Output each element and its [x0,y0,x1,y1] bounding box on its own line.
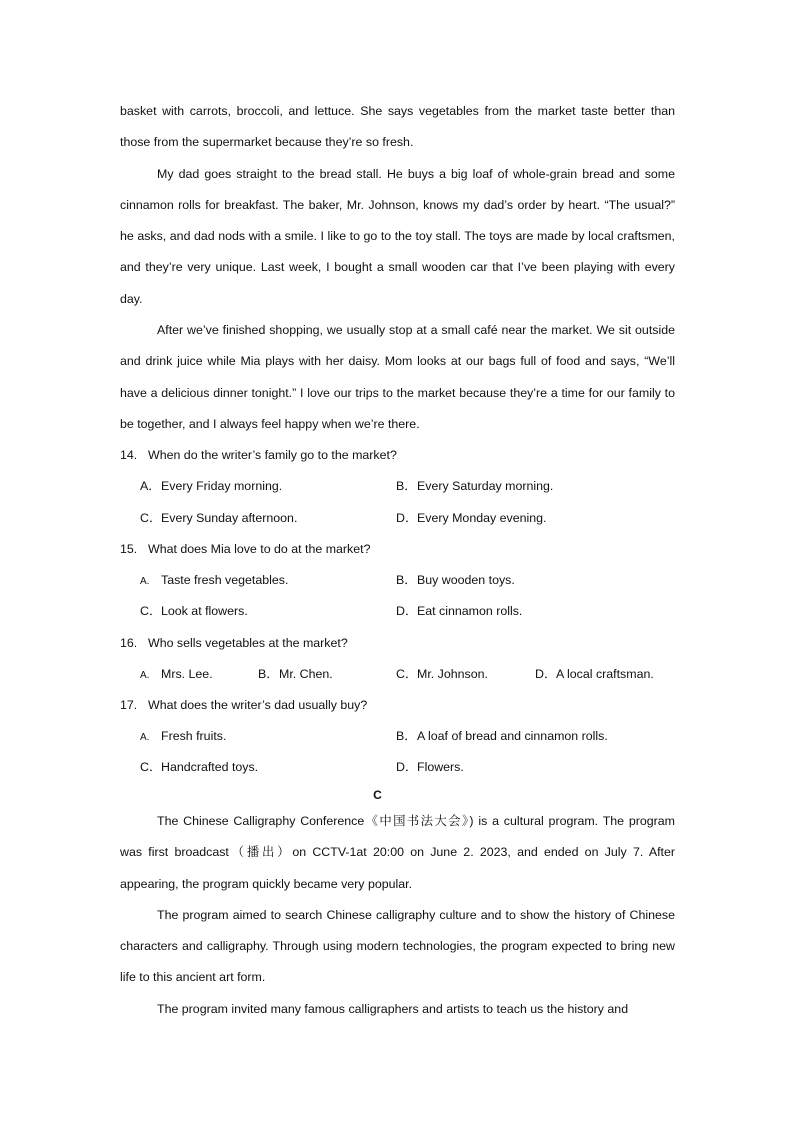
passage-paragraph: After we’ve finished shopping, we usually stop at a small café near the market. We sit outside and drink juice while Mia plays with her daisy. Mom looks at our bags full of food and says, “We’ll have a delicious dinner tonight.” I love our trips to the market because they’re a time for our family to be together, and I always feel happy when we’re there. [120,323,675,431]
option-a: A. Mrs. Lee. [140,666,213,681]
question-text: Who sells vegetables at the market? [148,635,348,650]
passage-paragraph: basket with carrots, broccoli, and lettuce. She says vegetables from the market taste better than those from the supermarket because they’re so fresh. [120,104,675,150]
option-b: B．Mr. Chen. [258,666,333,681]
option-a: A．Every Friday morning. [140,479,283,494]
option-c: C．Look at flowers. [140,604,248,619]
options-row [120,565,675,597]
question-number: 17. [120,698,138,713]
option-a: A. Fresh fruits. [140,728,227,743]
question-text: What does Mia love to do at the market? [148,542,371,557]
options-row [120,659,675,691]
question-17 [120,690,675,721]
document-page [120,96,675,1025]
option-b: B．A loaf of bread and cinnamon rolls. [396,728,608,743]
passage-paragraph: My dad goes straight to the bread stall. He buys a big loaf of whole-grain bread and some cinnamon rolls for breakfast. The baker, Mr. Johnson, knows my dad’s order by heart. “The usual?” he asks, and dad nods with a smile. I like to go to the toy stall. The toys are made by local craftsmen, and they’re very unique. Last week, I bought a small wooden car that I’ve been playing with every day. [120,166,675,306]
question-14 [120,440,675,471]
option-d: D．Every Monday evening. [396,510,547,525]
options-row [120,503,675,535]
question-number: 15. [120,542,138,557]
passage-paragraph: The program aimed to search Chinese calligraphy culture and to show the history of Chinese characters and calligraphy. Through using modern technologies, the program expected to bring new life to this ancient art form. [120,907,675,985]
question-text: What does the writer’s dad usually buy? [148,698,368,713]
passage-paragraph: The program invited many famous calligraphers and artists to teach us the history and [157,1001,629,1016]
option-a: A. Taste fresh vegetables. [140,572,289,587]
option-d: D．Flowers. [396,760,464,775]
question-text: When do the writer’s family go to the market? [148,448,397,463]
option-d: D．Eat cinnamon rolls. [396,604,523,619]
passage-paragraph: The Chinese Calligraphy Conference《中国书法大会》) is a cultural program. The program was first broadcast（播出）on CCTV-1at 20:00 on June 2. 2023, and ended on July 7. After appearing, the program quickly became very popular. [120,813,675,891]
options-row [120,752,675,784]
option-c: C．Every Sunday afternoon. [140,510,298,525]
option-d: D．A local craftsman. [535,666,654,681]
options-row [120,596,675,628]
question-16 [120,628,675,659]
options-row [120,721,675,753]
options-row [120,471,675,503]
question-number: 14. [120,448,138,463]
option-c: C．Handcrafted toys. [140,760,259,775]
option-b: B．Every Saturday morning. [396,479,554,494]
question-15 [120,534,675,565]
question-number: 16. [120,635,138,650]
option-b: B．Buy wooden toys. [396,572,515,587]
section-heading: C [373,787,382,802]
option-c: C．Mr. Johnson. [396,666,488,681]
